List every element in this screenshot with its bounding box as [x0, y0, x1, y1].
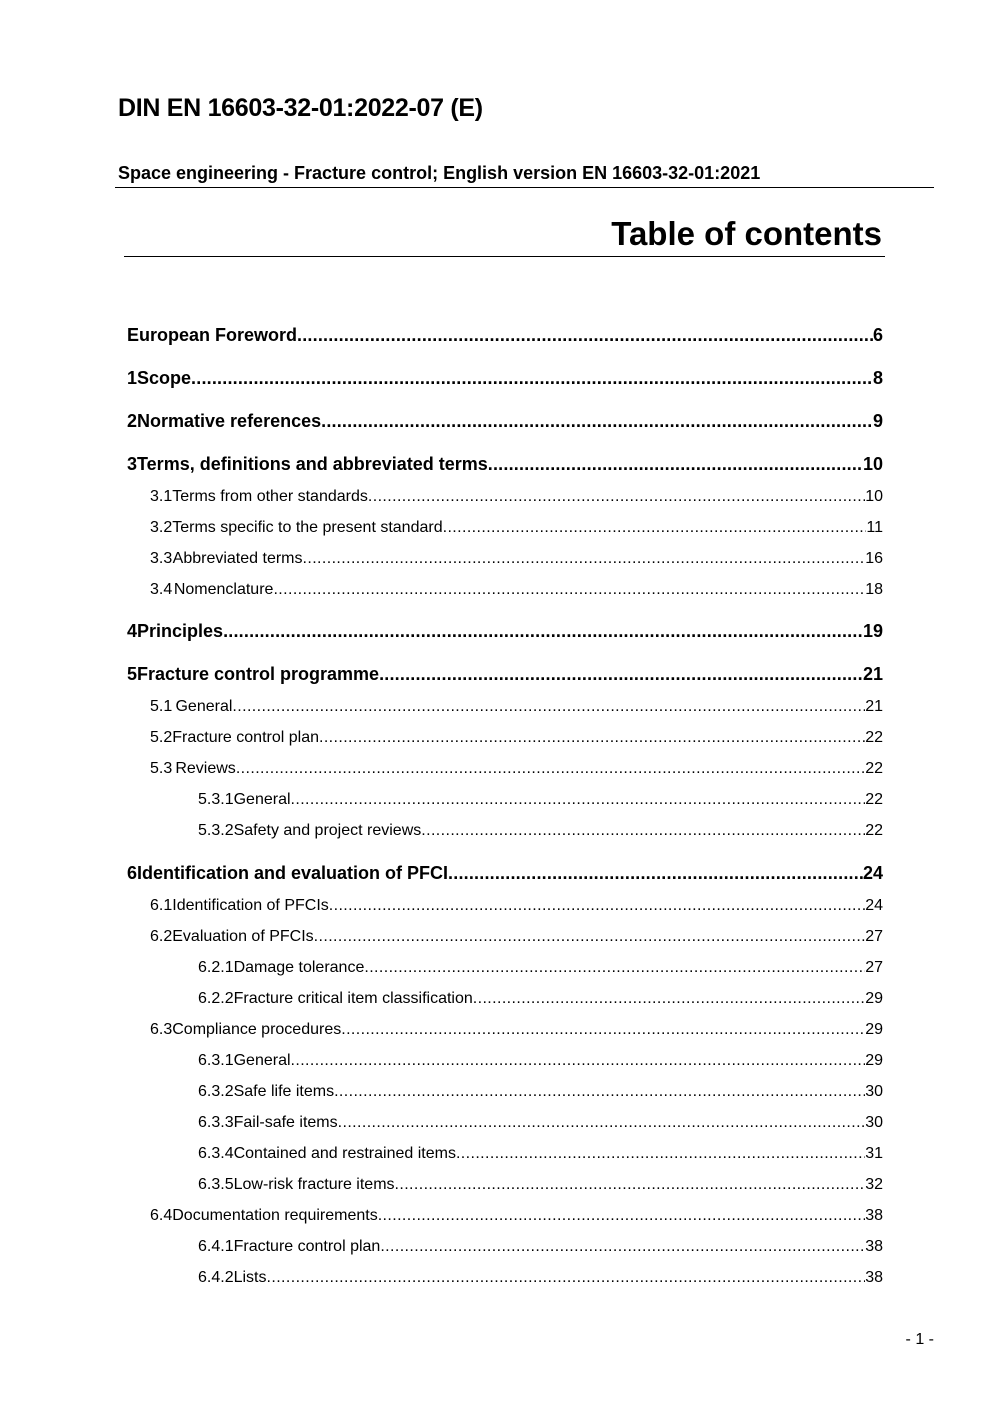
- toc-entry-label: Abbreviated terms: [172, 550, 303, 567]
- dot-leader: [456, 1145, 865, 1163]
- page-number: - 1 -: [905, 1331, 934, 1348]
- toc-entry-label: Compliance procedures: [172, 1021, 342, 1038]
- toc-entry-label: Terms specific to the present standard: [172, 519, 443, 536]
- toc-entry-number: 6: [127, 863, 138, 883]
- dot-leader: [223, 621, 863, 642]
- toc-entry-label: Scope: [137, 368, 192, 388]
- toc-entry-label: Normative references: [137, 411, 322, 431]
- toc-entry-label: Safe life items: [233, 1083, 335, 1100]
- toc-entry-page: 31: [865, 1145, 883, 1162]
- dot-leader: [267, 1269, 866, 1287]
- toc-entry[interactable]: [127, 411, 883, 432]
- dot-leader: [334, 1083, 865, 1101]
- toc-entry-page: 27: [865, 959, 883, 976]
- toc-entry-page: 38: [865, 1207, 883, 1224]
- toc-entry-number: 6.1: [150, 897, 173, 914]
- document-id: DIN EN 16603-32-01:2022-07 (E): [118, 94, 483, 122]
- toc-entry-label: Fracture critical item classification: [233, 990, 473, 1007]
- toc-entry-page: 38: [865, 1238, 883, 1255]
- toc-entry-number: 1: [127, 368, 138, 388]
- toc-entry-number: 6.3.2: [198, 1083, 234, 1100]
- dot-leader: [314, 928, 866, 946]
- toc-entry-page: 24: [865, 897, 883, 914]
- toc-entry-label: General: [233, 791, 291, 808]
- toc-entry[interactable]: [150, 698, 883, 716]
- dot-leader: [448, 863, 863, 884]
- toc-entry-label: General: [175, 698, 233, 715]
- dot-leader: [443, 519, 867, 537]
- toc-entry-label: Damage tolerance: [233, 959, 365, 976]
- toc-entry-number: 6.4.2: [198, 1269, 234, 1286]
- toc-entry-page: 30: [865, 1114, 883, 1131]
- toc-entry[interactable]: [150, 581, 883, 599]
- dot-leader: [379, 664, 863, 685]
- toc-entry-number: 6.4: [150, 1207, 173, 1224]
- toc-entry-label: Safety and project reviews: [233, 822, 422, 839]
- toc-entry[interactable]: [150, 760, 883, 778]
- dot-leader: [191, 368, 873, 389]
- toc-entry-number: 5.3.2: [198, 822, 234, 839]
- dot-leader: [291, 1052, 866, 1070]
- toc-entry-page: 6: [872, 325, 883, 345]
- toc-entry-number: 6.3.4: [198, 1145, 234, 1162]
- toc-entry-number: 6.2: [150, 928, 173, 945]
- toc-entry-number: 5.3.1: [198, 791, 234, 808]
- toc-entry-page: 22: [865, 729, 883, 746]
- dot-leader: [473, 990, 865, 1008]
- toc-entry[interactable]: [198, 1083, 883, 1101]
- toc-entry-page: 21: [862, 664, 883, 684]
- toc-entry-page: 27: [865, 928, 883, 945]
- toc-entry[interactable]: [198, 1176, 883, 1194]
- toc-entry-page: 30: [865, 1083, 883, 1100]
- toc-entry-label: Contained and restrained items: [233, 1145, 456, 1162]
- toc-entry-label: Documentation requirements: [172, 1207, 378, 1224]
- dot-leader: [329, 897, 865, 915]
- toc-entry[interactable]: [150, 488, 883, 506]
- toc-entry-page: 22: [865, 760, 883, 777]
- toc-entry[interactable]: [127, 454, 883, 475]
- toc-entry-page: 22: [865, 822, 883, 839]
- toc-entry-number: 6.3.1: [198, 1052, 234, 1069]
- toc-entry-label: Principles: [137, 621, 224, 641]
- toc-entry[interactable]: [198, 1114, 883, 1132]
- dot-leader: [321, 411, 873, 432]
- toc-entry-label: Terms from other standards: [172, 488, 368, 505]
- toc-entry-number: 2: [127, 411, 138, 431]
- toc-entry-label: Lists: [233, 1269, 267, 1286]
- toc-entry[interactable]: [198, 822, 883, 840]
- toc-entry-page: 19: [862, 621, 883, 641]
- toc-entry[interactable]: [127, 664, 883, 685]
- toc-entry-number: 5.2: [150, 729, 173, 746]
- toc-entry-number: 5.3: [150, 760, 173, 777]
- dot-leader: [380, 1238, 865, 1256]
- toc-entry[interactable]: [150, 519, 883, 537]
- toc-entry-page: 21: [865, 698, 883, 715]
- toc-entry-page: 22: [865, 791, 883, 808]
- toc-entry[interactable]: [198, 1052, 883, 1070]
- toc-entry[interactable]: [127, 863, 883, 884]
- toc-entry-number: 3.2: [150, 519, 173, 536]
- toc-entry[interactable]: [150, 1021, 883, 1039]
- dot-leader: [232, 698, 865, 716]
- toc-entry[interactable]: [127, 368, 883, 389]
- toc-entry[interactable]: [198, 1269, 883, 1287]
- toc-entry-label: Identification and evaluation of PFCI: [137, 863, 449, 883]
- toc-entry-label: Evaluation of PFCIs: [172, 928, 314, 945]
- dot-leader: [291, 791, 866, 809]
- toc-entry[interactable]: [150, 1207, 883, 1225]
- dot-leader: [297, 325, 873, 346]
- toc-entry-label: Fail-safe items: [233, 1114, 338, 1131]
- toc-entry-page: 38: [865, 1269, 883, 1286]
- toc-entry-page: 10: [862, 454, 883, 474]
- dot-leader: [395, 1176, 866, 1194]
- dot-leader: [236, 760, 865, 778]
- toc-entry-page: 29: [865, 990, 883, 1007]
- toc-entry-number: 5.1: [150, 698, 173, 715]
- dot-leader: [319, 729, 865, 747]
- toc-entry[interactable]: [198, 791, 883, 809]
- toc-entry-label: European Foreword: [127, 325, 298, 345]
- toc-entry-page: 32: [865, 1176, 883, 1193]
- toc-entry-number: 6.3.5: [198, 1176, 234, 1193]
- toc-entry-number: 6.2.2: [198, 990, 234, 1007]
- toc-entry-number: 3.3: [150, 550, 173, 567]
- dot-leader: [338, 1114, 866, 1132]
- dot-leader: [378, 1207, 866, 1225]
- toc-entry-page: 8: [872, 368, 883, 388]
- toc-entry-page: 29: [865, 1052, 883, 1069]
- toc-entry-number: 3.4: [150, 581, 173, 598]
- toc-entry[interactable]: [198, 1145, 883, 1163]
- toc-entry-label: Identification of PFCIs: [172, 897, 329, 914]
- toc-entry[interactable]: [150, 897, 883, 915]
- toc-entry[interactable]: [127, 325, 883, 346]
- toc-entry-page: 24: [862, 863, 883, 883]
- toc-entry-label: Reviews: [175, 760, 236, 777]
- dot-leader: [303, 550, 866, 568]
- toc-entry[interactable]: [198, 959, 883, 977]
- toc-title: Table of contents: [611, 215, 882, 252]
- toc-entry-page: 11: [866, 519, 883, 536]
- toc-title-rule: [124, 256, 885, 257]
- dot-leader: [368, 488, 865, 506]
- toc-entry-page: 9: [872, 411, 883, 431]
- toc-entry-label: Fracture control programme: [137, 664, 380, 684]
- toc-entry-number: 3.1: [150, 488, 173, 505]
- toc-entry-page: 16: [865, 550, 883, 567]
- toc-entry-number: 5: [127, 664, 138, 684]
- toc-entry-label: Low-risk fracture items: [233, 1176, 395, 1193]
- dot-leader: [273, 581, 865, 599]
- dot-leader: [364, 959, 865, 977]
- toc-entry[interactable]: [150, 928, 883, 946]
- toc-entry-label: Nomenclature: [173, 581, 274, 598]
- toc-entry-page: 10: [865, 488, 883, 505]
- toc-entry[interactable]: [150, 550, 883, 568]
- toc-entry-number: 6.3: [150, 1021, 173, 1038]
- toc-entry[interactable]: [127, 621, 883, 642]
- toc-entry-label: Fracture control plan: [172, 729, 319, 746]
- toc-entry-label: Terms, definitions and abbreviated terms: [137, 454, 488, 474]
- toc-entry-page: 18: [865, 581, 883, 598]
- toc-entry-number: 6.2.1: [198, 959, 234, 976]
- dot-leader: [341, 1021, 865, 1039]
- toc-entry-number: 6.4.1: [198, 1238, 234, 1255]
- toc-entry[interactable]: [198, 990, 883, 1008]
- dot-leader: [421, 822, 865, 840]
- toc-entry-label: Fracture control plan: [233, 1238, 381, 1255]
- document-subtitle: Space engineering - Fracture control; English version EN 16603-32-01:2021: [118, 163, 761, 183]
- header-rule: [115, 187, 934, 188]
- toc-entry-page: 29: [865, 1021, 883, 1038]
- toc-entry[interactable]: [198, 1238, 883, 1256]
- toc-entry[interactable]: [150, 729, 883, 747]
- toc-entry-number: 4: [127, 621, 138, 641]
- toc-entry-number: 6.3.3: [198, 1114, 234, 1131]
- toc-entry-label: General: [233, 1052, 291, 1069]
- toc-entry-number: 3: [127, 454, 138, 474]
- dot-leader: [488, 454, 863, 475]
